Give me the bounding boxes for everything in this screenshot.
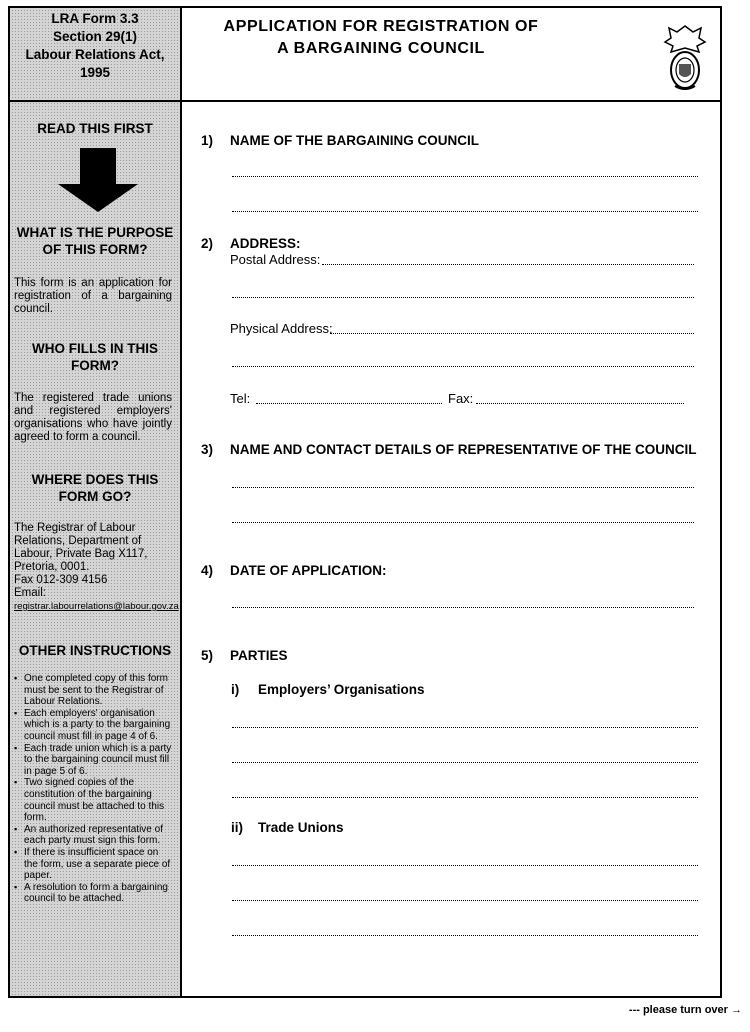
q5-number: 5) <box>201 648 214 663</box>
q3-number: 3) <box>201 442 214 457</box>
postal-address-field-1[interactable] <box>322 264 694 265</box>
date-of-application-field[interactable] <box>232 607 694 608</box>
sub-i-number: i) <box>231 682 240 697</box>
physical-address-field-2[interactable] <box>232 366 694 367</box>
physical-address-label: Physical Address: <box>230 321 333 336</box>
registrar-email-link[interactable]: registrar.labourrelations@labour.gov.za <box>14 601 179 612</box>
employers-organisations-label: Employers’ Organisations <box>258 682 425 697</box>
trade-unions-label: Trade Unions <box>258 820 344 835</box>
q2-label: ADDRESS: <box>230 236 301 251</box>
q4-label: DATE OF APPLICATION: <box>230 563 387 578</box>
email-label: Email: <box>14 587 46 599</box>
q4-number: 4) <box>201 563 214 578</box>
purpose-heading-line-1: WHAT IS THE PURPOSE <box>16 225 174 240</box>
where-line-3: Labour, Private Bag X117, <box>14 548 148 560</box>
form-identifier <box>8 6 182 102</box>
fax-label: Fax: <box>448 391 474 406</box>
representative-field-2[interactable] <box>232 522 694 523</box>
fax-field[interactable] <box>476 403 684 404</box>
employers-field-1[interactable] <box>232 727 698 728</box>
instruction-item: ▪ Each trade union which is a party to the bargaining council must fill in page 5 of 6. <box>14 743 174 778</box>
where-line-5: Fax 012-309 4156 <box>14 574 108 586</box>
read-first-heading: READ THIS FIRST <box>37 121 153 136</box>
representative-field-1[interactable] <box>232 487 694 488</box>
trade-unions-field-2[interactable] <box>232 900 698 901</box>
postal-address-field-2[interactable] <box>232 297 694 298</box>
instruction-item: ▪ One completed copy of this form must be sent to the Registrar of Labour Relations. <box>14 673 174 708</box>
sub-ii-number: ii) <box>231 820 243 835</box>
form-act: Labour Relations Act, <box>25 47 165 62</box>
q3-label: NAME AND CONTACT DETAILS OF REPRESENTATIVE OF THE COUNCIL <box>230 442 697 457</box>
who-heading-line-2: FORM? <box>71 358 119 373</box>
down-arrow-icon <box>58 148 138 214</box>
instruction-item: ▪ Two signed copies of the constitution of the bargaining council must be attached to this form. <box>14 777 174 823</box>
header-divider <box>182 100 722 102</box>
other-instructions-heading: OTHER INSTRUCTIONS <box>18 643 172 658</box>
employers-field-3[interactable] <box>232 797 698 798</box>
who-heading <box>12 340 178 374</box>
employers-field-2[interactable] <box>232 762 698 763</box>
please-turn-over-note: --- please turn over → <box>628 1004 742 1016</box>
purpose-heading-line-2: OF THIS FORM? <box>42 242 148 257</box>
instruction-item: ▪ A resolution to form a bargaining council to be attached. <box>14 882 174 905</box>
instruction-item: ▪ Each employers' organisation which is a party to the bargaining council must fill in page 4 of 6. <box>14 708 174 743</box>
purpose-text: This form is an application for registration of a bargaining council. <box>14 277 172 315</box>
tel-field[interactable] <box>256 403 442 404</box>
council-name-field-2[interactable] <box>232 211 698 212</box>
form-number: LRA Form 3.3 <box>51 11 139 26</box>
tel-label: Tel: <box>230 391 251 406</box>
title-line-2: A BARGAINING COUNCIL <box>277 40 485 57</box>
trade-unions-field-1[interactable] <box>232 865 698 866</box>
form-section: Section 29(1) <box>52 29 138 44</box>
physical-address-field-1[interactable] <box>330 333 694 334</box>
where-heading-line-1: WHERE DOES THIS <box>31 472 159 487</box>
title-line-1: APPLICATION FOR REGISTRATION OF <box>223 18 539 35</box>
form-year: 1995 <box>79 65 111 80</box>
q1-label: NAME OF THE BARGAINING COUNCIL <box>230 133 479 148</box>
instructions-list <box>14 673 174 905</box>
who-heading-line-1: WHO FILLS IN THIS <box>32 341 158 356</box>
instruction-item: ▪ If there is insufficient space on the form, use a separate piece of paper. <box>14 847 174 882</box>
instruction-item: ▪ An authorized representative of each party must sign this form. <box>14 824 174 847</box>
where-line-2: Relations, Department of <box>14 535 142 547</box>
q1-number: 1) <box>201 133 214 148</box>
q2-number: 2) <box>201 236 214 251</box>
where-line-1: The Registrar of Labour <box>14 522 136 534</box>
page-title <box>186 16 576 60</box>
where-heading-line-2: FORM GO? <box>58 489 132 504</box>
where-heading <box>12 471 178 505</box>
trade-unions-field-3[interactable] <box>232 935 698 936</box>
where-text <box>14 522 179 613</box>
council-name-field-1[interactable] <box>232 176 698 177</box>
where-line-4: Pretoria, 0001. <box>14 561 90 573</box>
coat-of-arms-icon <box>663 22 707 92</box>
purpose-heading <box>12 224 178 258</box>
q5-label: PARTIES <box>230 648 288 663</box>
postal-address-label: Postal Address: <box>230 252 321 267</box>
who-text: The registered trade unions and registered employers' organisations who have jointly agreed to form a council. <box>14 392 172 443</box>
